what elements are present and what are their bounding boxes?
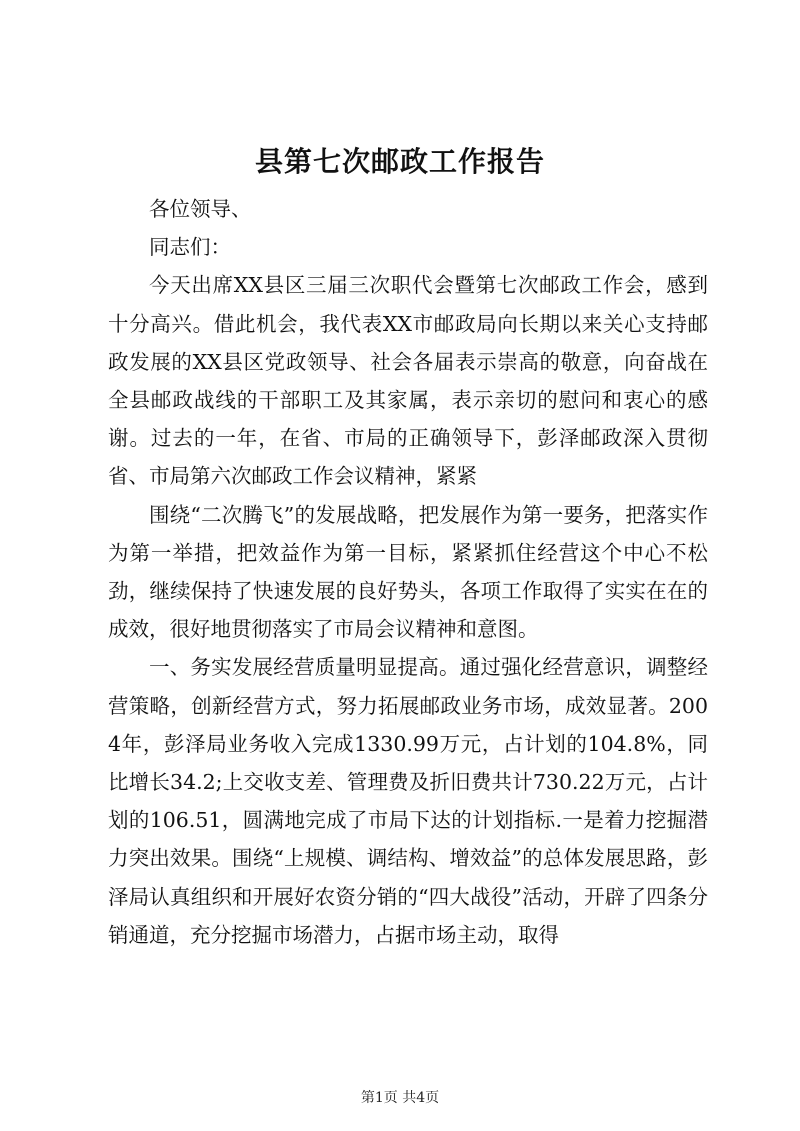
document-title: 县第七次邮政工作报告 [254, 145, 545, 178]
paragraph-strategy: 围绕“二次腾飞”的发展战略，把发展作为第一要务，把落实作为第一举措，把效益作为第一目标，紧紧抓住经营这个中心不松劲，继续保持了快速发展的良好势头，各项工作取得了实实在在的成效，很好地贯彻落实了市局会议精神和意图。 [108, 502, 708, 642]
salutation-leaders: 各位领导、 [149, 197, 252, 221]
document-body [108, 190, 708, 954]
paragraph-opening: 今天出席XX县区三届三次职代会暨第七次邮政工作会，感到十分高兴。借此机会，我代表XX市邮政局向长期以来关心支持邮政发展的XX县区党政领导、社会各届表示崇高的敬意，向奋战在全县邮政战线的干部职工及其家属，表示亲切的慰问和衷心的感谢。过去的一年，在省、市局的正确领导下，彭泽邮政深入贯彻省、市局第六次邮政工作会议精神，紧紧 [108, 273, 708, 489]
paragraph-business-quality: 一、务实发展经营质量明显提高。通过强化经营意识，调整经营策略，创新经营方式，努力拓展邮政业务市场，成效显著。2004年，彭泽局业务收入完成1330.99万元，占计划的104.8%，同比增长34.2;上交收支差、管理费及折旧费共计730.22万元，占计划的106.51，圆满地完成了市局下达的计划指标.一是着力挖掘潜力突出效果。围绕“上规模、调结构、增效益”的总体发展思路，彭泽局认真组织和开展好农资分销的“四大战役”活动，开辟了四条分销通道，充分挖掘市场潜力，占据市场主动，取得 [108, 655, 708, 947]
salutation-comrades: 同志们： [149, 235, 231, 260]
page-footer: 第1页 共4页 [360, 1090, 440, 1106]
